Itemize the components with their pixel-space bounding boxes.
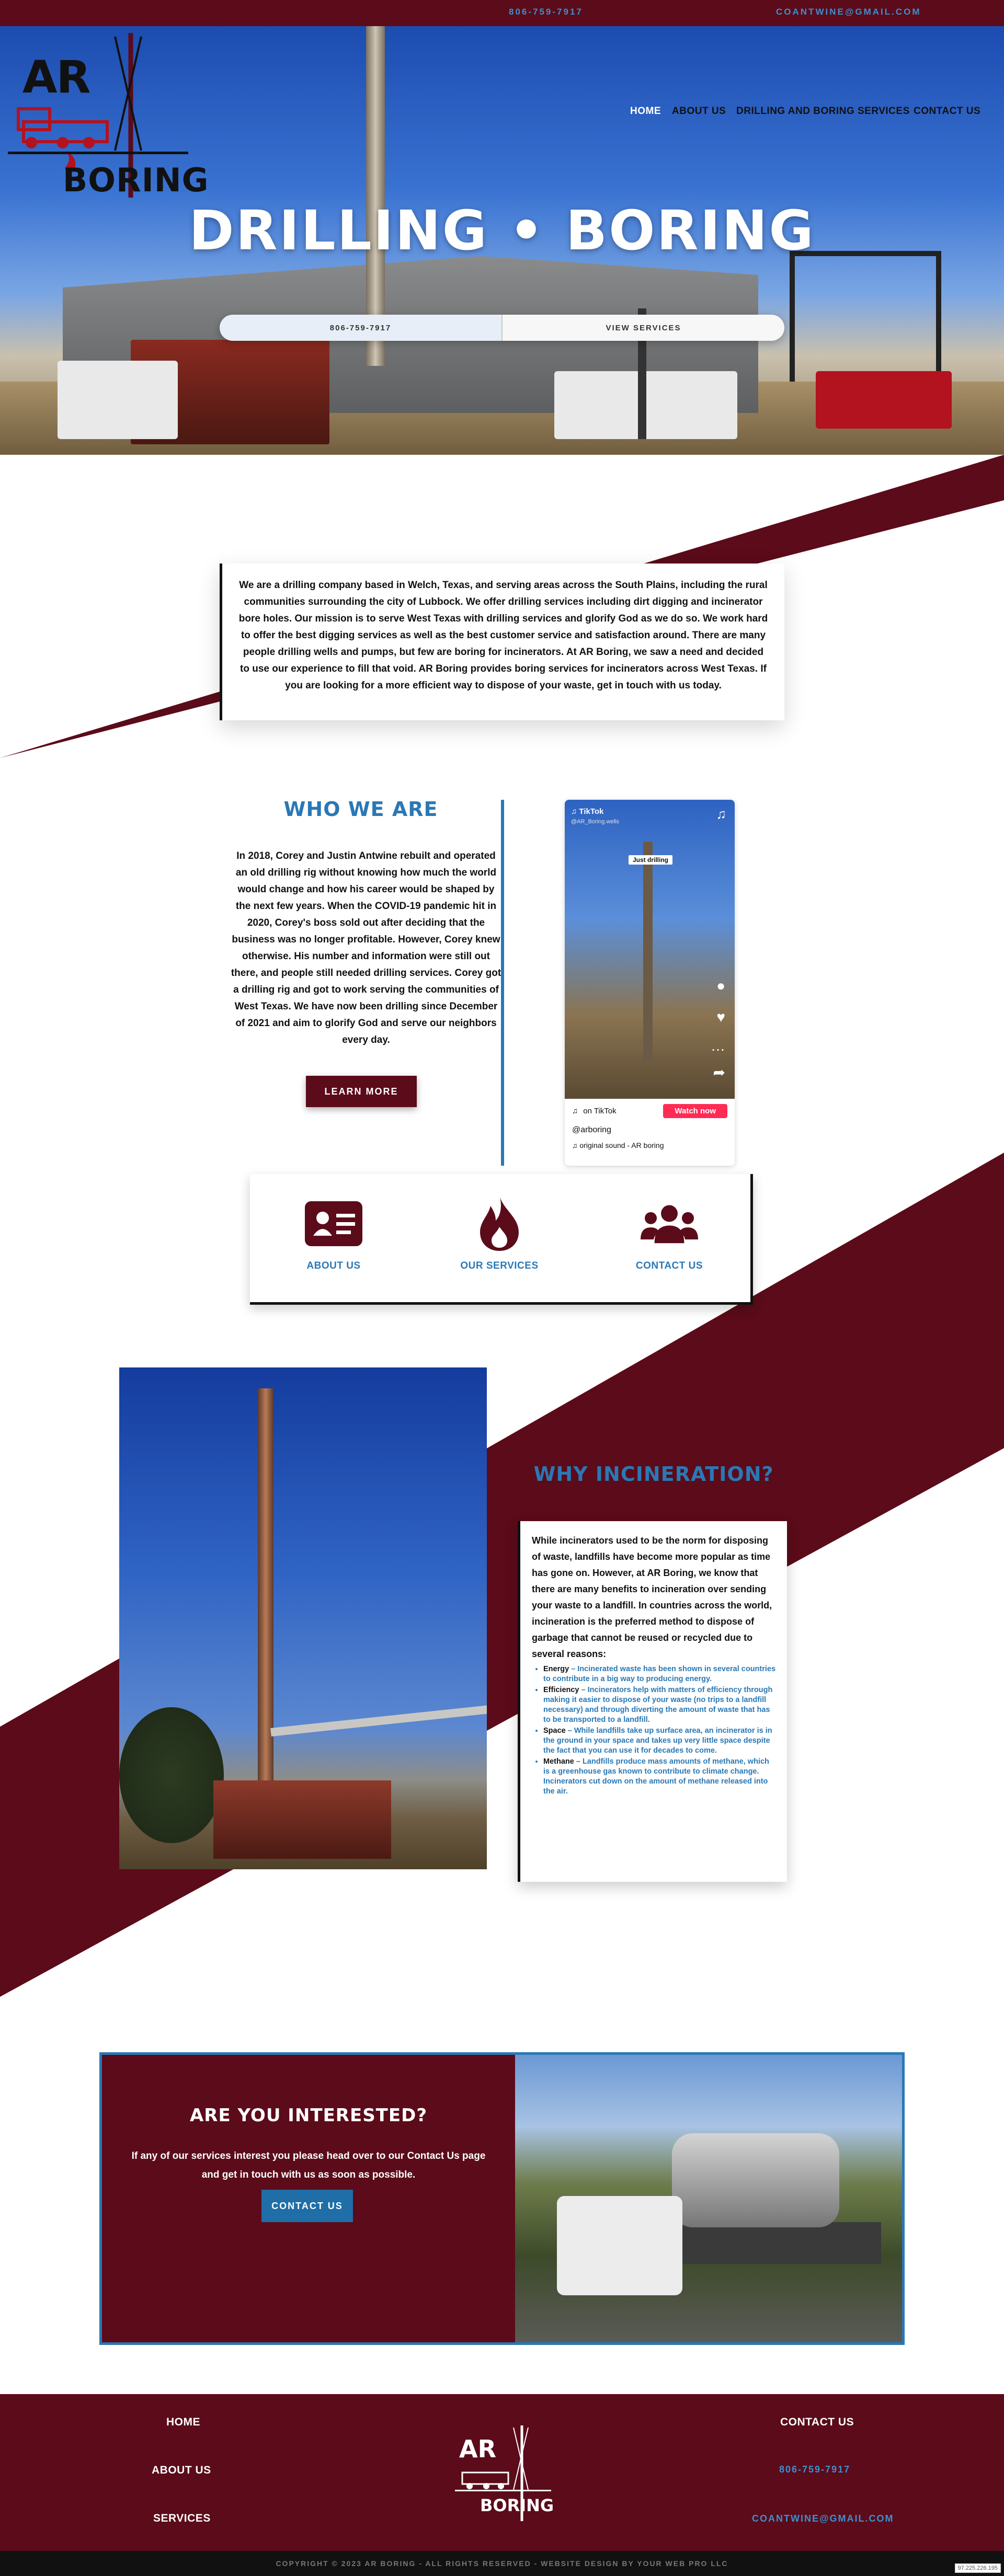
ip-stamp: 97.225.226.195: [955, 2563, 1001, 2573]
features-box: [250, 1174, 753, 1305]
drill-rig-photo-base: [213, 1780, 391, 1859]
topbar-email-link[interactable]: COANTWINE@GMAIL.COM: [776, 7, 921, 17]
why-incineration-intro: While incinerators used to be the norm for disposing of waste, landfills have become more popular as time has gone on. However, at AR Boring, we know that there are many benefits to incineration over sending your waste to a landfill. In countries across the world, incineration is the preferred method to dispose of garbage that cannot be reused or recycled due to several reasons:: [532, 1535, 772, 1659]
feature-about-us-label: ABOUT US: [306, 1260, 361, 1271]
drill-rig-photo: [119, 1367, 487, 1869]
intro-card: [220, 564, 784, 720]
interest-text: If any of our services interest you please head over to our Contact Us page and get in touch with us as soon as possible.: [131, 2150, 486, 2180]
hero-red-pickup-image: [816, 371, 952, 429]
tiktok-video[interactable]: [565, 800, 735, 1099]
feature-contact-us[interactable]: [607, 1198, 732, 1272]
interest-section: [99, 2052, 905, 2345]
hero-view-services-button[interactable]: VIEW SERVICES: [503, 315, 784, 341]
tiktok-username: @AR_Boring.wells: [571, 819, 619, 825]
why-incineration-title: WHY INCINERATION?: [533, 1463, 774, 1486]
tiktok-embed[interactable]: [565, 800, 735, 1166]
footer-logo-text-ar: AR: [459, 2435, 497, 2463]
reason-energy: • Energy – Incinerated waste has been shown in several countries to contribute in a big way to producing energy.: [543, 1664, 777, 1684]
hero-frame-image: [790, 251, 941, 382]
drill-rig-photo-mast: [258, 1388, 273, 1817]
footer-link-about-us[interactable]: ABOUT US: [152, 2464, 211, 2476]
intro-text: We are a drilling company based in Welch, Texas, and serving areas across the South Plains, including the rural communities surrounding the city of Lubbock. We offer drilling services including dirt digging and incinerator bore holes. Our mission is to serve West Texas with drilling services and glorify God as we do so. We work hard to offer the best digging services as well as the best customer service and satisfaction around. There are many people drilling wells and pumps, but few are boring for incinerators. At AR Boring, we saw a need and decided to use our experience to fill that void. AR Boring provides boring services for incinerators across West Texas. If you are looking for a more efficient way to dispose of your waste, get in touch with us today.: [238, 580, 768, 691]
logo-text-ar: AR: [22, 51, 90, 104]
footer-logo-divider: [455, 2490, 551, 2491]
reason-efficiency: • Efficiency – Incinerators help with matters of efficiency through making it easier to dispose of your waste (no trips to a landfill necessary) and through diverting the amount of waste that has to be transported to a landfill.: [543, 1685, 777, 1725]
incineration-reasons-list: [532, 1664, 777, 1797]
drill-rig-photo-boom: [270, 1705, 487, 1736]
tiktok-on-tiktok: on TikTok: [583, 1107, 617, 1116]
footer-logo-text-boring: BORING: [480, 2496, 554, 2515]
tiktok-footer: [565, 1099, 735, 1166]
who-we-are-divider: [501, 800, 504, 1166]
tiktok-share-icon[interactable]: ➦: [713, 1064, 725, 1080]
feature-our-services-label: OUR SERVICES: [460, 1260, 539, 1271]
id-card-icon: [305, 1198, 362, 1250]
feature-contact-us-label: CONTACT US: [635, 1260, 703, 1271]
tiktok-video-rig-image: [643, 842, 653, 1061]
tank-truck-photo: [515, 2055, 902, 2342]
footer-contact-title[interactable]: CONTACT US: [780, 2416, 854, 2428]
why-incineration-card: [518, 1521, 787, 1882]
interest-title: ARE YOU INTERESTED?: [189, 2105, 428, 2126]
hero-cta-pill: [220, 315, 784, 341]
footer-link-services[interactable]: SERVICES: [153, 2512, 211, 2524]
who-we-are-text: In 2018, Corey and Justin Antwine rebuilt and operated an old drilling rig without knowing how much the world would change and how his career would be shaped by the next few years. When the COVID-19 pandemic hit in 2020, Corey's boss sold out after deciding that the business was no longer profitable. However, Corey knew otherwise. His number and information were still out there, and people still needed drilling services. Corey got a drilling rig and got to work serving the communities of West Texas. We have now been drilling since December of 2021 and aim to glorify God and serve our neighbors every day.: [231, 850, 501, 1045]
tiktok-avatar-icon[interactable]: ●: [716, 978, 725, 994]
learn-more-button[interactable]: LEARN MORE: [306, 1076, 417, 1107]
copyright-text: COPYRIGHT © 2023 AR BORING - ALL RIGHTS RESERVED - WEBSITE DESIGN BY YOUR WEB PRO LLC: [276, 2559, 728, 2568]
tiktok-logo-icon: ♫: [571, 807, 577, 816]
tiktok-caption-tag: Just drilling: [629, 855, 672, 865]
feature-our-services[interactable]: [437, 1198, 562, 1272]
interest-panel: [102, 2055, 515, 2342]
tiktok-sound[interactable]: ♫ original sound - AR boring: [572, 1141, 664, 1149]
reason-space: • Space – While landfills take up surface area, an incinerator is in the ground in your space and takes up very little space despite the fact that you can use it for decades to come.: [543, 1726, 777, 1756]
footer-logo[interactable]: [455, 2424, 554, 2524]
footer-phone-link[interactable]: 806-759-7917: [779, 2464, 851, 2475]
footer-email-link[interactable]: COANTWINE@GMAIL.COM: [752, 2513, 894, 2524]
tiktok-like-icon[interactable]: ♥: [716, 1009, 725, 1025]
tiktok-comment-icon[interactable]: …: [711, 1038, 725, 1054]
hero-phone-button[interactable]: 806-759-7917: [220, 315, 503, 341]
logo-divider: [8, 152, 188, 154]
hero-white-truck-image: [58, 361, 178, 439]
tank-truck-tanks: [672, 2133, 839, 2227]
tank-truck-cab: [557, 2196, 682, 2295]
logo-text-boring: BORING: [63, 161, 209, 199]
music-note-icon: ♫: [572, 1141, 578, 1149]
tiktok-note-icon: ♫: [716, 806, 726, 822]
tank-truck-bed: [672, 2222, 881, 2264]
tiktok-small-logo-icon: ♫: [572, 1107, 578, 1116]
nav-home[interactable]: HOME: [630, 106, 661, 117]
who-we-are-title: WHO WE ARE: [283, 798, 438, 821]
nav-contact-us[interactable]: CONTACT US: [914, 106, 981, 117]
site-footer: [0, 2394, 1004, 2551]
drill-rig-photo-tree: [119, 1707, 224, 1843]
tiktok-handle[interactable]: @arboring: [572, 1125, 611, 1134]
interest-contact-us-button[interactable]: CONTACT US: [261, 2190, 353, 2222]
flame-icon: [471, 1198, 528, 1250]
reason-methane: • Methane – Landfills produce mass amounts of methane, which is a greenhouse gas known to contribute to climate change. Incinerators cut down on the amount of methane released into the air.: [543, 1757, 777, 1797]
tiktok-brand: ♫ TikTok: [571, 807, 604, 816]
topbar-phone-link[interactable]: 806-759-7917: [509, 7, 583, 17]
hero-title: DRILLING • BORING: [189, 199, 815, 262]
site-logo[interactable]: [8, 30, 209, 203]
copyright-bar: [0, 2551, 1004, 2576]
footer-link-home[interactable]: HOME: [166, 2416, 200, 2428]
nav-drilling-and-boring-services[interactable]: DRILLING AND BORING SERVICES: [736, 106, 910, 117]
top-bar: [0, 0, 1004, 26]
users-icon: [641, 1198, 698, 1250]
tiktok-watch-now-button[interactable]: Watch now: [663, 1104, 727, 1118]
feature-about-us[interactable]: [271, 1198, 396, 1272]
nav-about-us[interactable]: ABOUT US: [672, 106, 726, 117]
